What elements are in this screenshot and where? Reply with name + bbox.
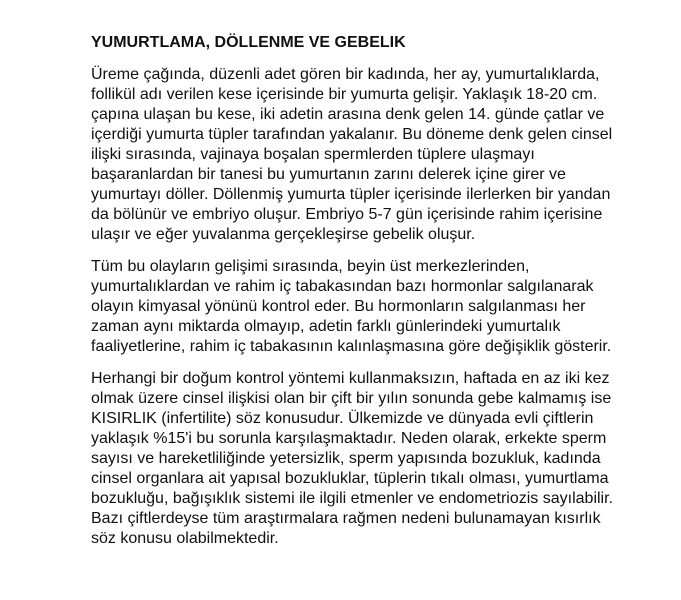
text-line: faaliyetlerine, rahim iç tabakasının kalınlaşmasına göre değişiklik gösterir. bbox=[91, 338, 612, 355]
text-line: follikül adı verilen kese içerisinde bir yumurta gelişir. Yaklaşık 18-20 cm. bbox=[91, 86, 598, 103]
text-line: Bazı çiftlerdeyse tüm araştırmalara rağmen nedeni bulunamayan kısırlık bbox=[91, 510, 601, 527]
text-line: Üreme çağında, düzenli adet gören bir kadında, her ay, yumurtalıklarda, bbox=[91, 66, 600, 83]
text-line: ilişki sırasında, vajinaya boşalan spermlerden tüplere ulaşmayı bbox=[91, 146, 535, 163]
text-line: Tüm bu olayların gelişimi sırasında, beyin üst merkezlerinden, bbox=[91, 258, 530, 275]
text-line: başaranlardan bir tanesi bu yumurtanın zarını delerek içine girer ve bbox=[91, 166, 566, 183]
text-line: yaklaşık %15'i bu sorunla karşılaşmaktadır. Neden olarak, erkekte sperm bbox=[91, 430, 607, 447]
text-line: ulaşır ve eğer yuvalanma gerçekleşirse gebelik oluşur. bbox=[91, 226, 476, 243]
text-line: yumurtalıklardan ve rahim iç tabakasından bazı hormonlar salgılanarak bbox=[91, 278, 594, 295]
paragraph-infertility bbox=[91, 369, 681, 549]
text-line: olayın kimyasal yönünü kontrol eder. Bu hormonların salgılanması her bbox=[91, 298, 586, 315]
text-line: çapına ulaşan bu kese, iki adetin arasına denk gelen 14. günde çatlar ve bbox=[91, 106, 605, 123]
paragraph-ovulation bbox=[91, 65, 681, 245]
text-line: cinsel organlara ait yapısal bozukluklar, tüplerin tıkalı olması, yumurtlama bbox=[91, 470, 609, 487]
text-line: Herhangi bir doğum kontrol yöntemi kullanmaksızın, haftada en az iki kez bbox=[91, 370, 610, 387]
document-title: YUMURTLAMA, DÖLLENME VE GEBELIK bbox=[91, 34, 406, 51]
document bbox=[91, 33, 681, 561]
text-line: içerdiği yumurta tüpler tarafından yakalanır. Bu döneme denk gelen cinsel bbox=[91, 126, 613, 143]
text-line: sayısı ve hareketliliğinde yetersizlik, sperm yapısında bozukluk, kadında bbox=[91, 450, 601, 467]
text-line: olmak üzere cinsel ilişkisi olan bir çift bir yılın sonunda gebe kalmamış ise bbox=[91, 390, 612, 407]
text-line: da bölünür ve embriyo oluşur. Embriyo 5-7 gün içerisinde rahim içerisine bbox=[91, 206, 603, 223]
text-line: KISIRLIK (infertilite) söz konusudur. Ülkemizde ve dünyada evli çiftlerin bbox=[91, 410, 594, 427]
text-line: zaman aynı miktarda olmayıp, adetin farklı günlerindeki yumurtalık bbox=[91, 318, 561, 335]
text-line: söz konusu olabilmektedir. bbox=[91, 530, 279, 547]
paragraph-hormones bbox=[91, 257, 681, 357]
text-line: yumurtayı döller. Döllenmiş yumurta tüpler içerisinde ilerlerken bir yandan bbox=[91, 186, 611, 203]
text-line: bozukluğu, bağışıklık sistemi ile ilgili etmenler ve endometriozis sayılabilir. bbox=[91, 490, 613, 507]
